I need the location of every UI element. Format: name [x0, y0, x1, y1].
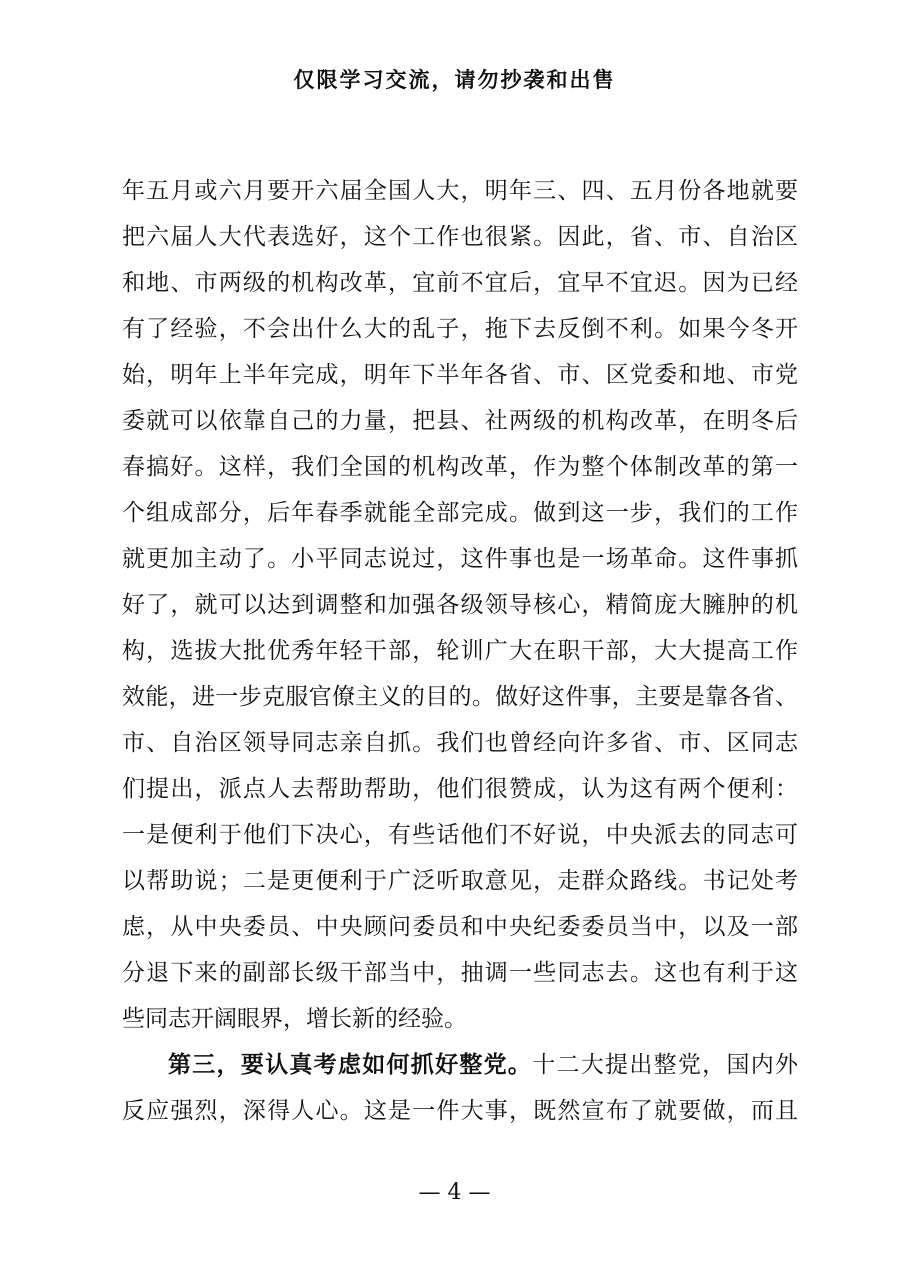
text-line: 就更加主动了。小平同志说过，这件事也是一场革命。这件事抓 — [122, 546, 798, 572]
text-line: 虑，从中央委员、中央顾问委员和中央纪委委员当中，以及一部 — [122, 914, 798, 940]
paragraph — [122, 1042, 798, 1134]
document-body — [122, 168, 798, 1134]
text-line: 年五月或六月要开六届全国人大，明年三、四、五月份各地就要 — [122, 178, 798, 204]
text-line: 效能，进一步克服官僚主义的目的。做好这件事，主要是靠各省、 — [122, 684, 798, 710]
text-line: 构，选拔大批优秀年轻干部，轮训广大在职干部，大大提高工作 — [122, 638, 798, 664]
text-line: 分退下来的副部长级干部当中，抽调一些同志去。这也有利于这 — [122, 960, 798, 986]
text-line — [122, 1042, 798, 1088]
text-line: 春搞好。这样，我们全国的机构改革，作为整个体制改革的第一 — [122, 454, 798, 480]
text-line: 一是便利于他们下决心，有些话他们不好说，中央派去的同志可 — [122, 822, 798, 848]
text-line: 以帮助说；二是更便利于广泛听取意见，走群众路线。书记处考 — [122, 868, 798, 894]
text-line: 有了经验，不会出什么大的乱子，拖下去反倒不利。如果今冬开 — [122, 316, 798, 342]
paragraph — [122, 168, 798, 1042]
text-line: 委就可以依靠自己的力量，把县、社两级的机构改革，在明冬后 — [122, 408, 798, 434]
text-line: 个组成部分，后年春季就能全部完成。做到这一步，我们的工作 — [122, 500, 798, 526]
text-line: 们提出，派点人去帮助帮助，他们很赞成，认为这有两个便利： — [122, 776, 798, 802]
text-line: 反应强烈，深得人心。这是一件大事，既然宣布了就要做，而且 — [122, 1098, 798, 1124]
text-run: 十二大提出整党，国内外 — [532, 1052, 799, 1078]
page-number: — 4 — — [418, 1180, 491, 1205]
text-line: 把六届人大代表选好，这个工作也很紧。因此，省、市、自治区 — [122, 224, 798, 250]
text-line: 些同志开阔眼界，增长新的经验。 — [122, 1006, 467, 1032]
page-header-notice: 仅限学习交流，请勿抄袭和出售 — [293, 68, 616, 92]
text-line: 和地、市两级的机构改革，宜前不宜后，宜早不宜迟。因为已经 — [122, 270, 798, 296]
text-line: 市、自治区领导同志亲自抓。我们也曾经向许多省、市、区同志 — [122, 730, 798, 756]
section-heading-inline: 第三，要认真考虑如何抓好整党。 — [168, 1051, 533, 1078]
text-line: 好了，就可以达到调整和加强各级领导核心，精简庞大臃肿的机 — [122, 592, 798, 618]
text-line: 始，明年上半年完成，明年下半年各省、市、区党委和地、市党 — [122, 362, 798, 388]
